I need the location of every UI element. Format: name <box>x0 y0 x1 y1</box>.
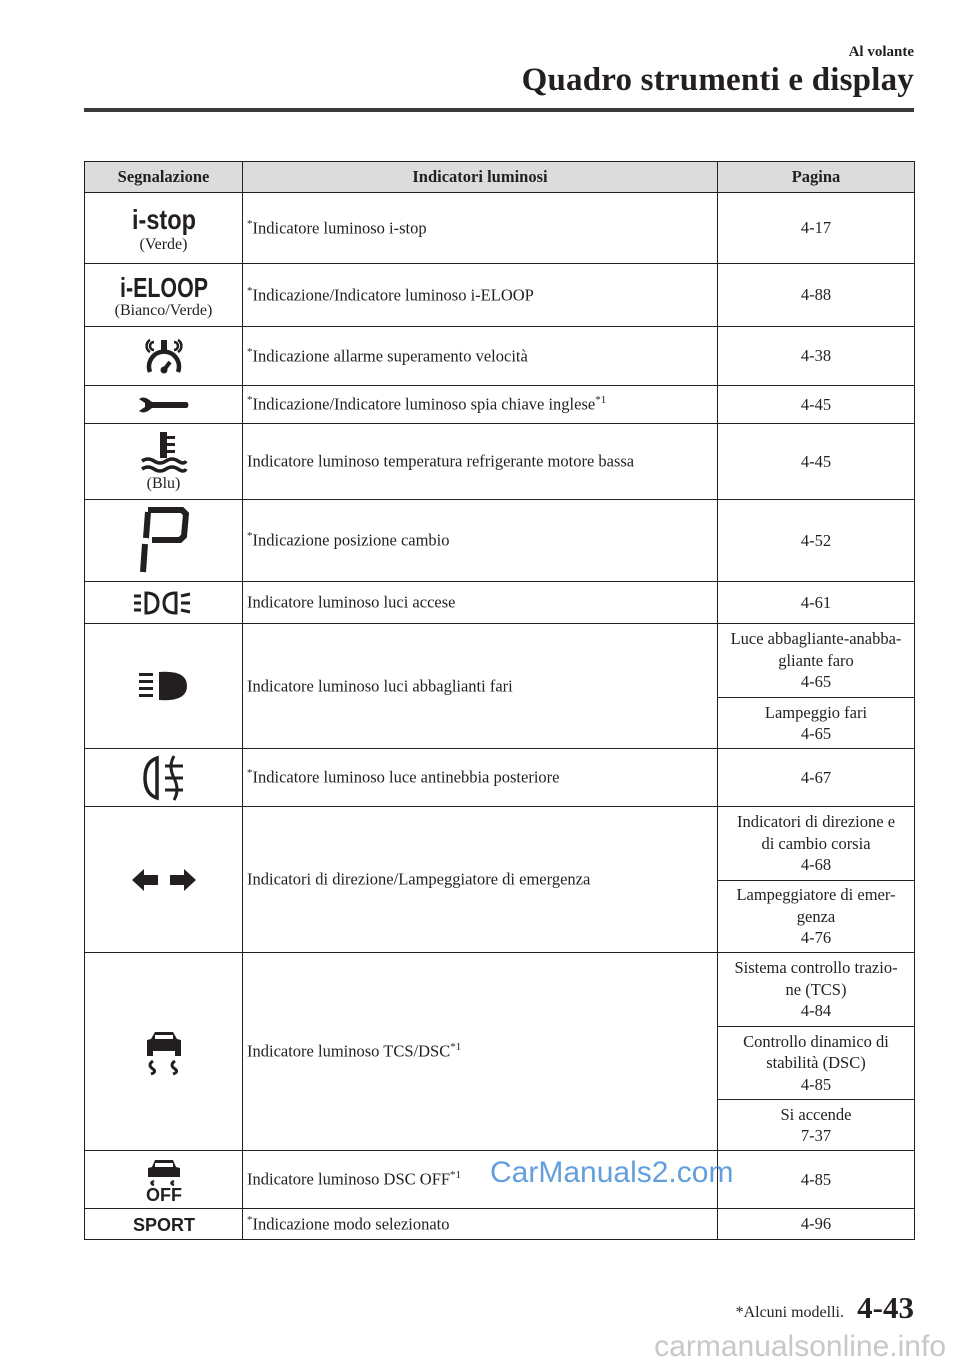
indicator-name: *Indicazione/Indicatore luminoso i-ELOOP <box>243 264 718 327</box>
page-title: Quadro strumenti e display <box>521 62 914 98</box>
page-ref: 4-96 <box>718 1209 915 1240</box>
footnote: *Alcuni modelli. <box>735 1304 844 1321</box>
indicator-name: *Indicazione allarme superamento velocità <box>243 327 718 386</box>
page-ref: Si accende 7-37 <box>718 1100 915 1151</box>
watermark: CarManuals2.com <box>490 1156 734 1189</box>
icon-cell <box>85 1209 243 1240</box>
table-row <box>85 193 915 264</box>
page-ref: 4-67 <box>718 749 915 807</box>
indicator-name: Indicatore luminoso DSC OFF$^{*1}$ <box>243 1151 718 1209</box>
i-eloop-icon <box>118 271 210 301</box>
table-row <box>85 327 915 386</box>
table-row <box>85 807 915 881</box>
col-header-page: Pagina <box>718 162 915 193</box>
col-header-indicator: Indicatori luminosi <box>243 162 718 193</box>
page-ref: Lampeggio fari 4-65 <box>718 698 915 749</box>
page-ref: Indicatori di direzione e di cambio corsia 4-68 <box>718 807 915 881</box>
page-ref: 4-45 <box>718 386 915 424</box>
i-stop-icon-text: i-stop <box>131 203 196 235</box>
sport-mode-icon-text: SPORT <box>132 1215 195 1235</box>
table-row <box>85 953 915 1027</box>
indicator-name: *Indicatore luminoso i-stop <box>243 193 718 264</box>
lights-on-icon <box>132 590 196 616</box>
indicator-name: Indicatore luminoso luci abbaglianti fari <box>243 624 718 749</box>
icon-cell <box>85 807 243 953</box>
indicator-name: *Indicazione/Indicatore luminoso spia chiave inglese$^{*1}$ <box>243 386 718 424</box>
icon-cell <box>85 327 243 386</box>
table-row <box>85 500 915 582</box>
tcs-dsc-icon <box>141 1029 187 1075</box>
page-ref: 4-45 <box>718 424 915 500</box>
indicator-name: Indicatori di direzione/Lampeggiatore di emergenza <box>243 807 718 953</box>
icon-caption: (Blu) <box>146 475 181 492</box>
indicator-name: Indicatore luminoso TCS/DSC$^{*1}$ <box>243 953 718 1151</box>
turn-signal-icon <box>130 867 198 893</box>
wrench-icon <box>137 395 191 415</box>
icon-cell <box>85 193 243 264</box>
page-ref: 4-88 <box>718 264 915 327</box>
indicator-name: *Indicatore luminoso luce antinebbia posteriore <box>243 749 718 807</box>
icon-cell <box>85 500 243 582</box>
table-row <box>85 264 915 327</box>
table-header-row <box>85 162 915 193</box>
icon-cell <box>85 953 243 1151</box>
page-ref: Luce abbagliante-anabba- gliante faro 4-65 <box>718 624 915 698</box>
brand-watermark: carmanualsonline.info <box>654 1330 946 1363</box>
icon-cell <box>85 749 243 807</box>
table-row <box>85 624 915 698</box>
dsc-off-icon <box>138 1157 190 1203</box>
i-eloop-icon-text: i-ELOOP <box>119 271 208 303</box>
icon-caption: (Verde) <box>139 235 188 253</box>
page-ref: 4-61 <box>718 582 915 624</box>
page-ref: 4-17 <box>718 193 915 264</box>
indicator-name: Indicatore luminoso luci accese <box>243 582 718 624</box>
page-ref: 4-52 <box>718 500 915 582</box>
page-ref: Sistema controllo trazio- ne (TCS) 4-84 <box>718 953 915 1027</box>
icon-caption: (Bianco/Verde) <box>114 301 213 319</box>
section-label: Al volante <box>848 44 914 60</box>
rear-fog-icon <box>141 754 187 802</box>
col-header-signal: Segnalazione <box>85 162 243 193</box>
high-beam-icon <box>137 670 191 702</box>
page-ref: 4-38 <box>718 327 915 386</box>
indicator-table <box>84 161 915 1240</box>
icon-cell <box>85 424 243 500</box>
page-ref: Lampeggiatore di emer- genza 4-76 <box>718 881 915 953</box>
table-row <box>85 1209 915 1240</box>
sport-mode-icon <box>129 1214 199 1234</box>
header-rule <box>84 108 914 112</box>
gear-position-icon <box>138 506 190 576</box>
table-row <box>85 749 915 807</box>
table-row <box>85 582 915 624</box>
i-stop-icon <box>129 203 199 235</box>
dsc-off-icon-text: OFF <box>145 1184 182 1205</box>
icon-cell <box>85 582 243 624</box>
table-row <box>85 424 915 500</box>
icon-cell <box>85 386 243 424</box>
icon-cell <box>85 1151 243 1209</box>
speed-alarm-icon <box>142 332 186 380</box>
table-row <box>85 386 915 424</box>
icon-cell <box>85 264 243 327</box>
page-ref: Controllo dinamico di stabilità (DSC) 4-85 <box>718 1027 915 1100</box>
indicator-name: *Indicazione posizione cambio <box>243 500 718 582</box>
page-number: 4-43 <box>857 1290 914 1325</box>
indicator-name: Indicatore luminoso temperatura refrigerante motore bassa <box>243 424 718 500</box>
low-coolant-temp-icon <box>139 430 189 474</box>
icon-cell <box>85 624 243 749</box>
page-ref: 4-85 <box>718 1151 915 1209</box>
indicator-name: *Indicazione modo selezionato <box>243 1209 718 1240</box>
